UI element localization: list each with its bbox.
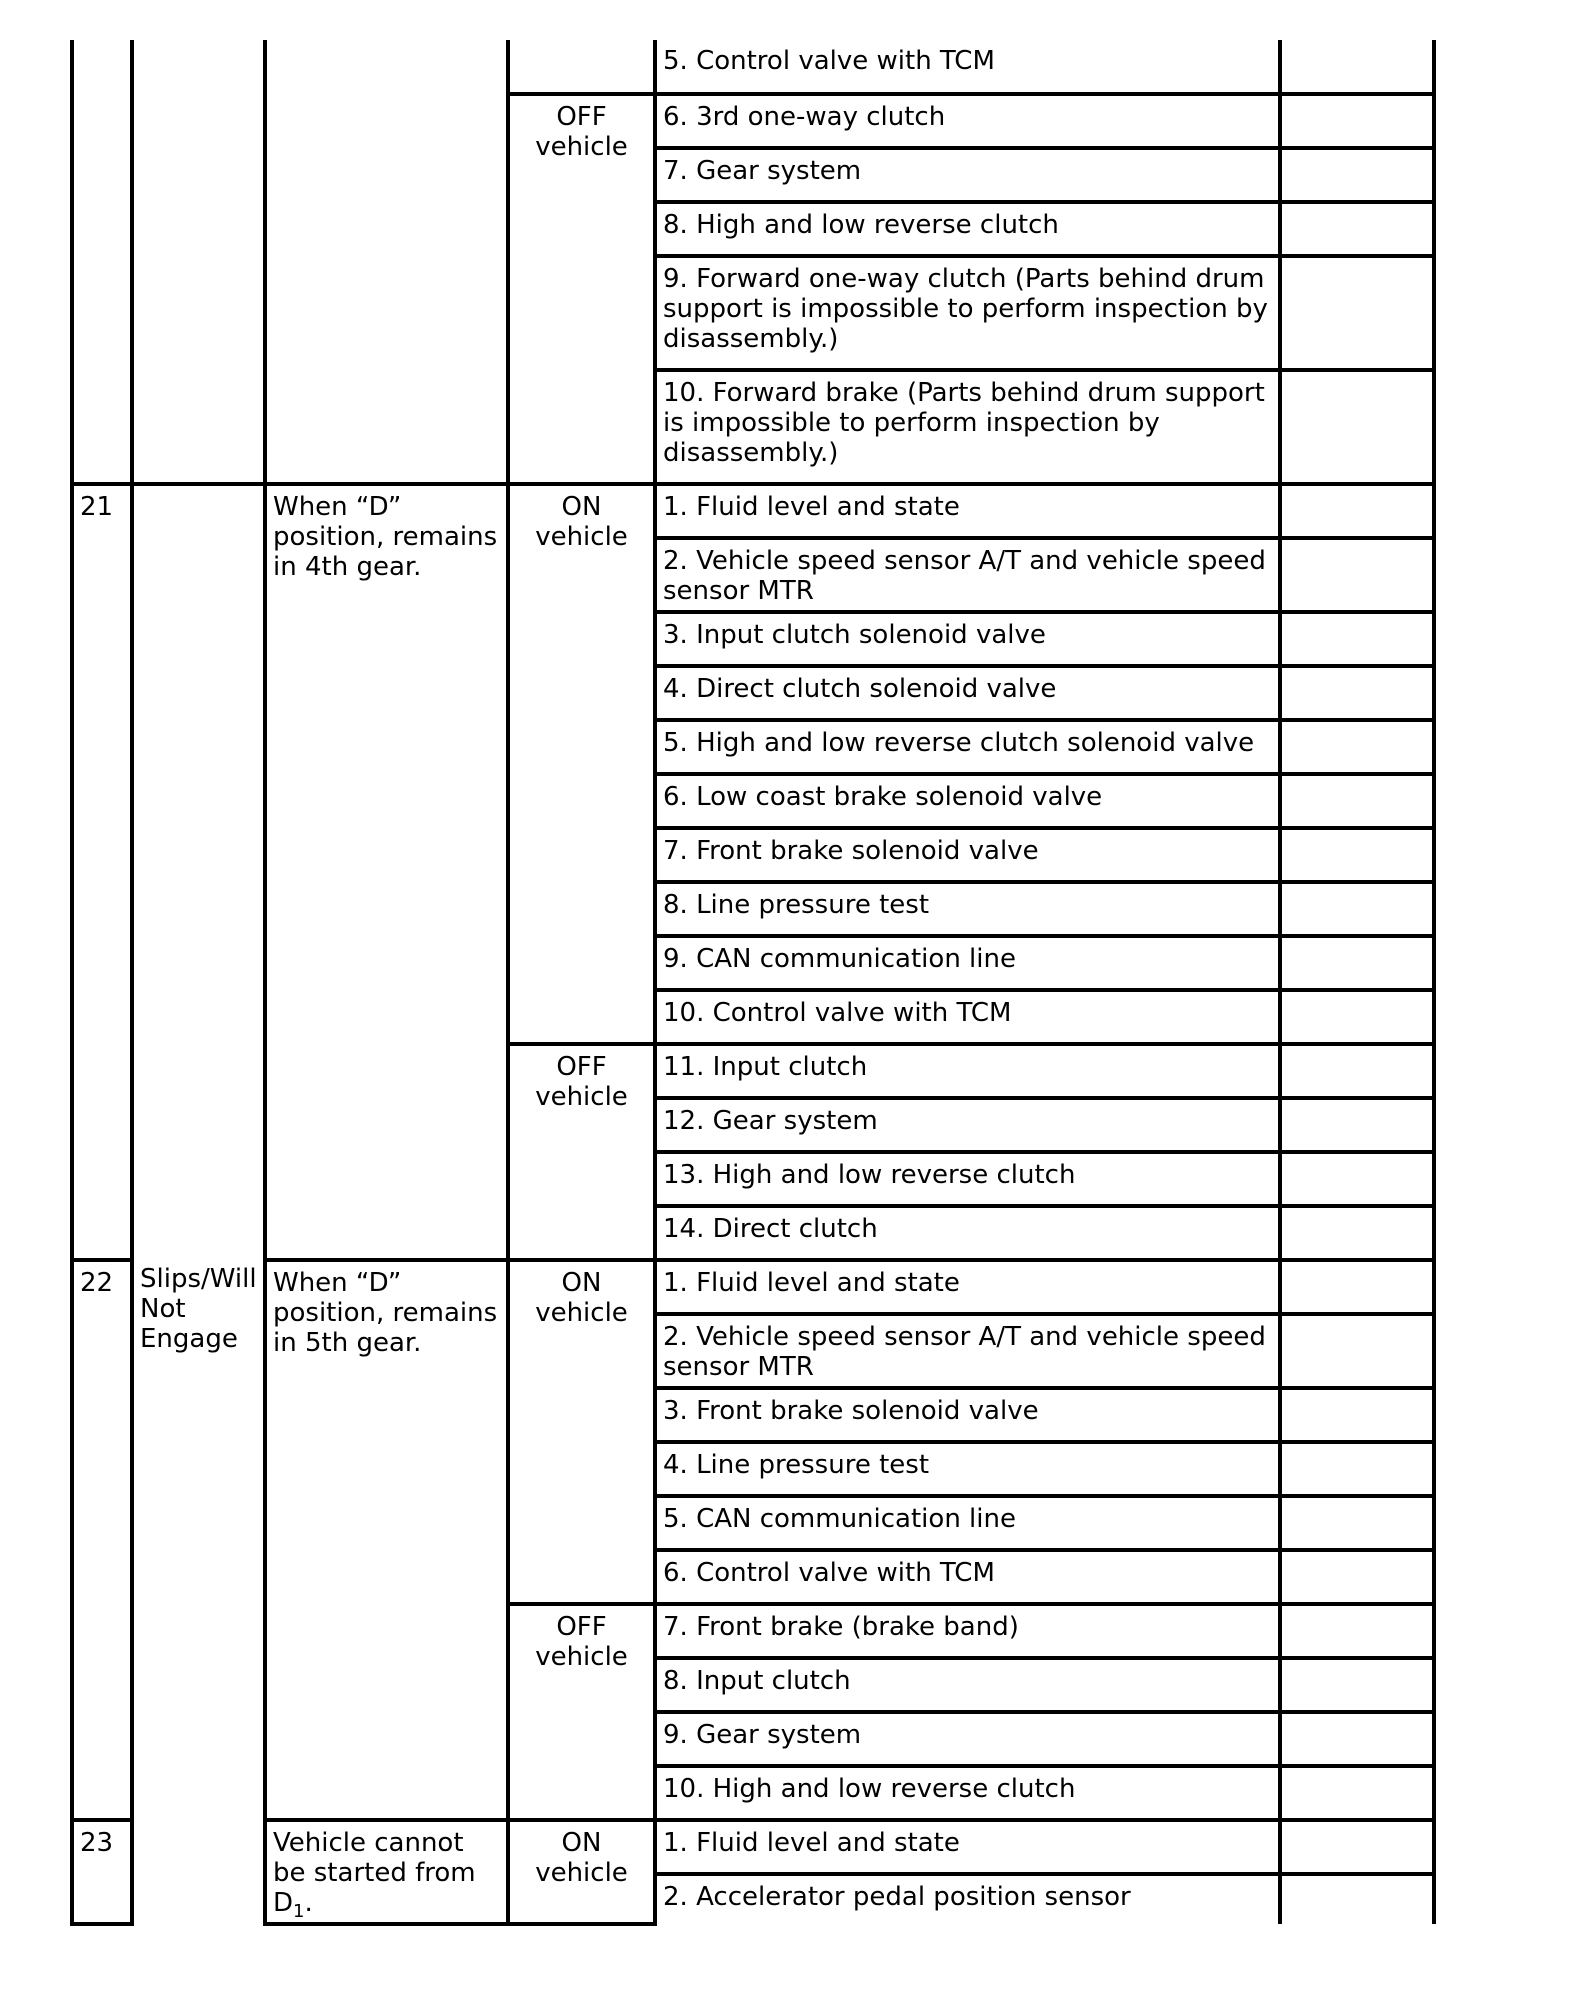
check-item: 10. Control valve with TCM	[655, 990, 1280, 1044]
blank-cell	[1280, 1044, 1434, 1098]
category-slips-will-not-engage	[132, 484, 265, 1924]
blank-cell	[1280, 882, 1434, 936]
check-item: 4. Line pressure test	[655, 1442, 1280, 1496]
blank-cell	[1280, 666, 1434, 720]
blank-cell	[1280, 1604, 1434, 1658]
blank-cell	[1280, 1152, 1434, 1206]
blank-cell	[1280, 1658, 1434, 1712]
condition-label: vehicle	[535, 132, 628, 162]
check-item: 7. Front brake solenoid valve	[655, 828, 1280, 882]
check-item: 2. Vehicle speed sensor A/T and vehicle speed sensor MTR	[655, 538, 1280, 612]
check-item: 12. Gear system	[655, 1098, 1280, 1152]
check-item: 13. High and low reverse clutch	[655, 1152, 1280, 1206]
blank-cell	[1280, 1314, 1434, 1388]
condition-off	[508, 94, 655, 484]
row-number-cell	[72, 40, 132, 484]
blank-cell	[1280, 612, 1434, 666]
blank-cell	[1280, 774, 1434, 828]
blank-cell	[1280, 1712, 1434, 1766]
check-item: 2. Accelerator pedal position sensor	[655, 1874, 1280, 1924]
condition-label: vehicle	[535, 1858, 628, 1888]
blank-cell	[1280, 936, 1434, 990]
blank-cell	[1280, 828, 1434, 882]
condition-state: OFF	[556, 102, 607, 132]
check-item: 5. High and low reverse clutch solenoid valve	[655, 720, 1280, 774]
check-item: 6. 3rd one-way clutch	[655, 94, 1280, 148]
blank-cell	[1280, 1874, 1434, 1924]
blank-cell	[1280, 370, 1434, 484]
condition-state: ON	[561, 1268, 602, 1298]
check-item: 11. Input clutch	[655, 1044, 1280, 1098]
symptom-subscript: 1	[293, 1901, 305, 1923]
check-item: 10. High and low reverse clutch	[655, 1766, 1280, 1820]
condition-label: vehicle	[535, 522, 628, 552]
symptom-23	[265, 1820, 508, 1924]
condition-state: ON	[561, 492, 602, 522]
blank-cell	[1280, 1820, 1434, 1874]
check-item: 3. Input clutch solenoid valve	[655, 612, 1280, 666]
condition-on	[508, 1260, 655, 1604]
check-item: 6. Low coast brake solenoid valve	[655, 774, 1280, 828]
blank-cell	[1280, 1388, 1434, 1442]
check-item: 1. Fluid level and state	[655, 1260, 1280, 1314]
check-item: 7. Gear system	[655, 148, 1280, 202]
condition-label: vehicle	[535, 1642, 628, 1672]
blank-cell	[1280, 256, 1434, 370]
check-item: 1. Fluid level and state	[655, 484, 1280, 538]
check-item: 3. Front brake solenoid valve	[655, 1388, 1280, 1442]
blank-cell	[1280, 720, 1434, 774]
check-item: 1. Fluid level and state	[655, 1820, 1280, 1874]
row-number-22: 22	[72, 1260, 132, 1820]
check-item: 14. Direct clutch	[655, 1206, 1280, 1260]
blank-cell	[1280, 40, 1434, 94]
blank-cell	[1280, 1442, 1434, 1496]
symptom-cell	[265, 40, 508, 484]
blank-cell	[1280, 484, 1434, 538]
condition-cell	[508, 40, 655, 94]
diagnosis-table	[70, 40, 1436, 1926]
condition-on	[508, 1820, 655, 1924]
category-cell	[132, 40, 265, 484]
check-item: 7. Front brake (brake band)	[655, 1604, 1280, 1658]
condition-off	[508, 1604, 655, 1820]
check-item: 5. CAN communication line	[655, 1496, 1280, 1550]
category-label: Slips/Will Not Engage	[140, 1264, 257, 1354]
condition-state: OFF	[556, 1612, 607, 1642]
blank-cell	[1280, 1766, 1434, 1820]
check-item: 8. Line pressure test	[655, 882, 1280, 936]
symptom-21: When “D” position, remains in 4th gear.	[265, 484, 508, 1260]
blank-cell	[1280, 1496, 1434, 1550]
check-item: 9. Forward one-way clutch (Parts behind drum support is impossible to perform inspection by disassembly.)	[655, 256, 1280, 370]
blank-cell	[1280, 94, 1434, 148]
condition-state: OFF	[556, 1052, 607, 1082]
blank-cell	[1280, 538, 1434, 612]
check-item: 9. CAN communication line	[655, 936, 1280, 990]
symptom-22: When “D” position, remains in 5th gear.	[265, 1260, 508, 1820]
check-item: 10. Forward brake (Parts behind drum support is impossible to perform inspection by disassembly.)	[655, 370, 1280, 484]
check-item: 6. Control valve with TCM	[655, 1550, 1280, 1604]
condition-on	[508, 484, 655, 1044]
condition-label: vehicle	[535, 1082, 628, 1112]
row-number-21: 21	[72, 484, 132, 1260]
condition-state: ON	[561, 1828, 602, 1858]
symptom-text: Vehicle cannot be started from D	[273, 1828, 476, 1918]
check-item: 8. Input clutch	[655, 1658, 1280, 1712]
check-item: 5. Control valve with TCM	[655, 40, 1280, 94]
condition-off	[508, 1044, 655, 1260]
blank-cell	[1280, 1260, 1434, 1314]
check-item: 8. High and low reverse clutch	[655, 202, 1280, 256]
blank-cell	[1280, 1206, 1434, 1260]
blank-cell	[1280, 1098, 1434, 1152]
condition-label: vehicle	[535, 1298, 628, 1328]
symptom-end: .	[304, 1888, 313, 1918]
check-item: 9. Gear system	[655, 1712, 1280, 1766]
check-item: 2. Vehicle speed sensor A/T and vehicle speed sensor MTR	[655, 1314, 1280, 1388]
blank-cell	[1280, 990, 1434, 1044]
blank-cell	[1280, 1550, 1434, 1604]
check-item: 4. Direct clutch solenoid valve	[655, 666, 1280, 720]
blank-cell	[1280, 148, 1434, 202]
blank-cell	[1280, 202, 1434, 256]
row-number-23: 23	[72, 1820, 132, 1924]
